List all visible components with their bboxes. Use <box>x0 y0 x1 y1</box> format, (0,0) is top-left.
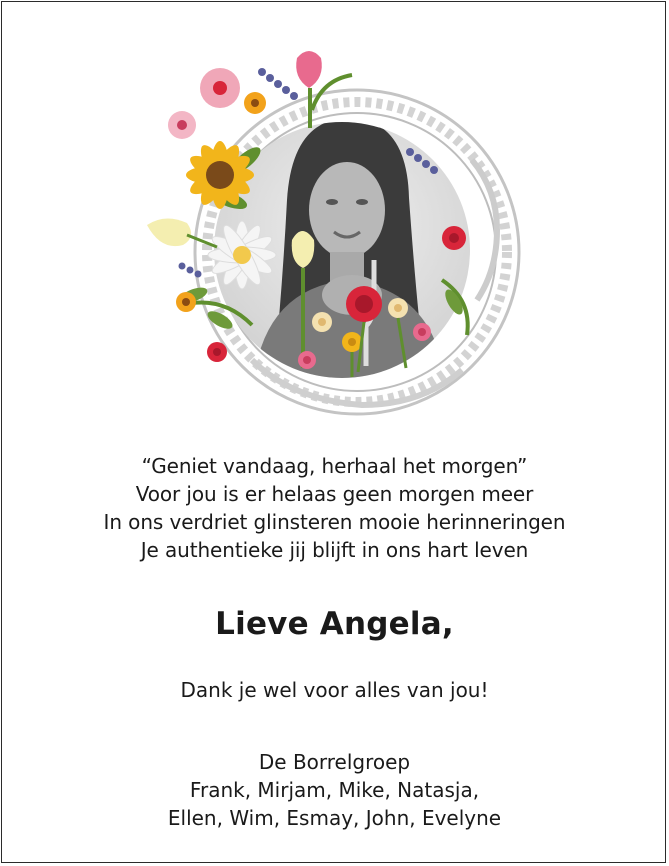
poem-line: In ons verdriet glinsteren mooie herinneringen <box>103 510 566 534</box>
heading: Lieve Angela, <box>215 606 454 642</box>
signature <box>2 748 667 832</box>
poem-line: “Geniet vandaag, herhaal het morgen” <box>141 454 528 478</box>
portrait-illustration <box>142 40 532 420</box>
poem-line: Voor jou is er helaas geen morgen meer <box>135 482 534 506</box>
signature-names: Ellen, Wim, Esmay, John, Evelyne <box>167 806 502 830</box>
thanks-message: Dank je wel voor alles van jou! <box>180 678 489 702</box>
signature-group: De Borrelgroep <box>258 750 411 774</box>
poem-line: Je authentieke jij blijft in ons hart leven <box>140 538 529 562</box>
memorial-card <box>1 1 666 863</box>
signature-names: Frank, Mirjam, Mike, Natasja, <box>189 778 480 802</box>
poem <box>2 452 667 564</box>
